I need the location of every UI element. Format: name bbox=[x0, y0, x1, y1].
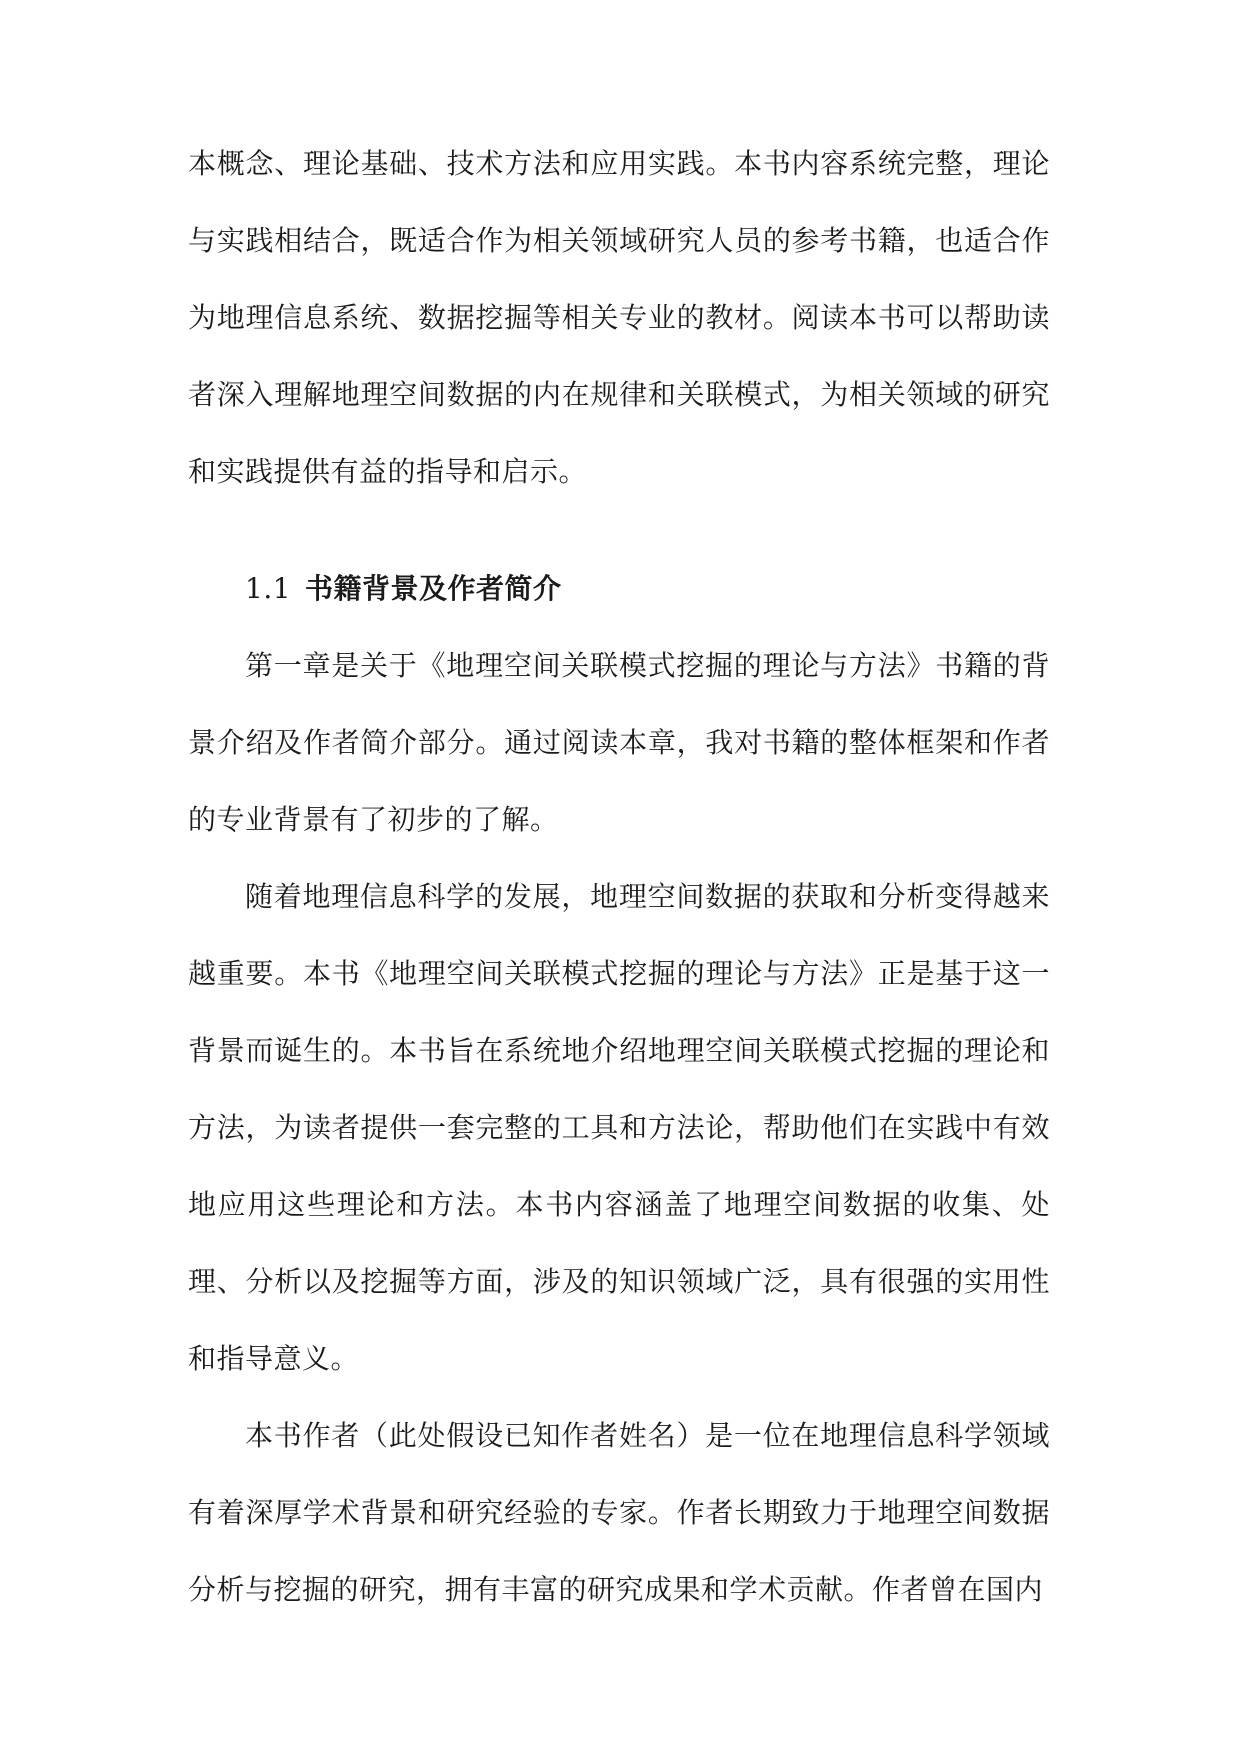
section-heading bbox=[188, 550, 1050, 627]
body-paragraph-1: 第一章是关于《地理空间关联模式挖掘的理论与方法》书籍的背景介绍及作者简介部分。通过阅读本章，我对书籍的整体框架和作者的专业背景有了初步的了解。 bbox=[188, 649, 1050, 836]
section-title: 书籍背景及作者简介 bbox=[305, 572, 562, 605]
section-number: 1.1 bbox=[245, 572, 292, 605]
intro-paragraph: 本概念、理论基础、技术方法和应用实践。本书内容系统完整，理论与实践相结合，既适合作为相关领域研究人员的参考书籍，也适合作为地理信息系统、数据挖掘等相关专业的教材。阅读本书可以帮助读者深入理解地理空间数据的内在规律和关联模式，为相关领域的研究和实践提供有益的指导和启示。 bbox=[188, 147, 1050, 488]
body-paragraph-3: 本书作者（此处假设已知作者姓名）是一位在地理信息科学领域有着深厚学术背景和研究经验的专家。作者长期致力于地理空间数据分析与挖掘的研究，拥有丰富的研究成果和学术贡献。作者曾在国内 bbox=[188, 1419, 1050, 1606]
document-body bbox=[188, 125, 1050, 1628]
body-paragraph-2: 随着地理信息科学的发展，地理空间数据的获取和分析变得越来越重要。本书《地理空间关联模式挖掘的理论与方法》正是基于这一背景而诞生的。本书旨在系统地介绍地理空间关联模式挖掘的理论和方法，为读者提供一套完整的工具和方法论，帮助他们在实践中有效地应用这些理论和方法。本书内容涵盖了地理空间数据的收集、处理、分析以及挖掘等方面，涉及的知识领域广泛，具有很强的实用性和指导意义。 bbox=[188, 880, 1050, 1375]
